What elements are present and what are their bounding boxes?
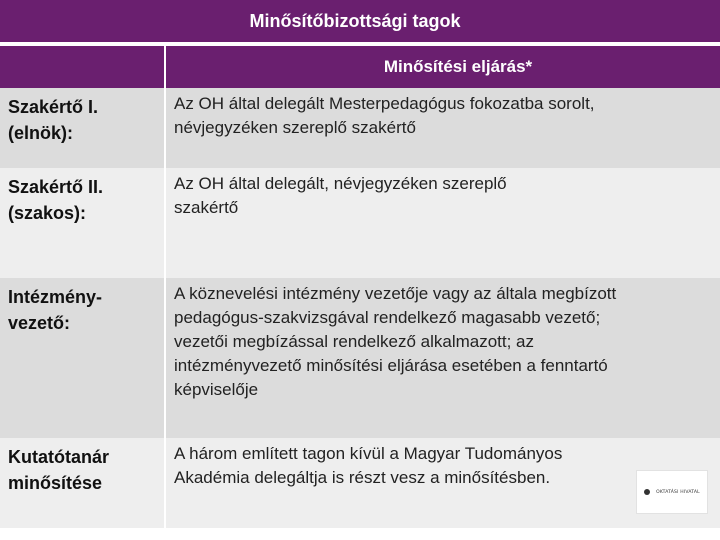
row-description xyxy=(166,278,720,438)
row-label-line: (elnök): xyxy=(8,123,73,143)
row-label-line: (szakos): xyxy=(8,203,87,223)
table-row xyxy=(0,438,720,528)
row-label-line: Szakértő I. xyxy=(8,97,99,117)
row-text-line: Az OH által delegált Mesterpedagógus fokozatba sorolt, xyxy=(174,94,595,113)
row-label xyxy=(0,278,164,438)
row-label-line: minősítése xyxy=(8,473,103,493)
row-text-line: pedagógus-szakvizsgával rendelkező magasabb vezető; xyxy=(174,308,601,327)
row-text-line: intézményvezető minősítési eljárása esetében a fenntartó xyxy=(174,356,608,375)
row-label-line: Szakértő II. xyxy=(8,177,104,197)
row-label xyxy=(0,168,164,278)
row-text-line: képviselője xyxy=(174,380,259,399)
table-header-cell xyxy=(166,46,720,88)
row-description xyxy=(166,88,720,168)
row-text-line: vezetői megbízással rendelkező alkalmazott; az xyxy=(174,332,535,351)
table-header-empty-cell xyxy=(0,46,164,88)
page-title: Minősítőbizottsági tagok xyxy=(249,10,461,31)
row-text-line: Az OH által delegált, névjegyzéken szereplő xyxy=(174,174,507,193)
page-title-bar xyxy=(0,0,720,42)
row-label-line: Kutatótanár xyxy=(8,447,110,467)
logo-mark-icon xyxy=(644,489,650,495)
table-row xyxy=(0,278,720,438)
column-divider xyxy=(164,88,166,528)
logo-text: OKTATÁSI HIVATAL xyxy=(656,489,700,495)
row-label-line: Intézmény- xyxy=(8,287,103,307)
row-label xyxy=(0,88,164,168)
table-header-label: Minősítési eljárás* xyxy=(383,57,533,76)
row-text-line: A három említett tagon kívül a Magyar Tudományos xyxy=(174,444,563,463)
institution-logo xyxy=(636,470,708,514)
row-text-line: A köznevelési intézmény vezetője vagy az általa megbízott xyxy=(174,284,617,303)
table-row xyxy=(0,88,720,168)
row-text-line: szakértő xyxy=(174,198,239,217)
row-label xyxy=(0,438,164,528)
row-text-line: névjegyzéken szereplő szakértő xyxy=(174,118,416,137)
row-description xyxy=(166,168,720,278)
row-label-line: vezető: xyxy=(8,313,71,333)
row-text-line: Akadémia delegáltja is részt vesz a minősítésben. xyxy=(174,468,551,487)
table-row xyxy=(0,168,720,278)
